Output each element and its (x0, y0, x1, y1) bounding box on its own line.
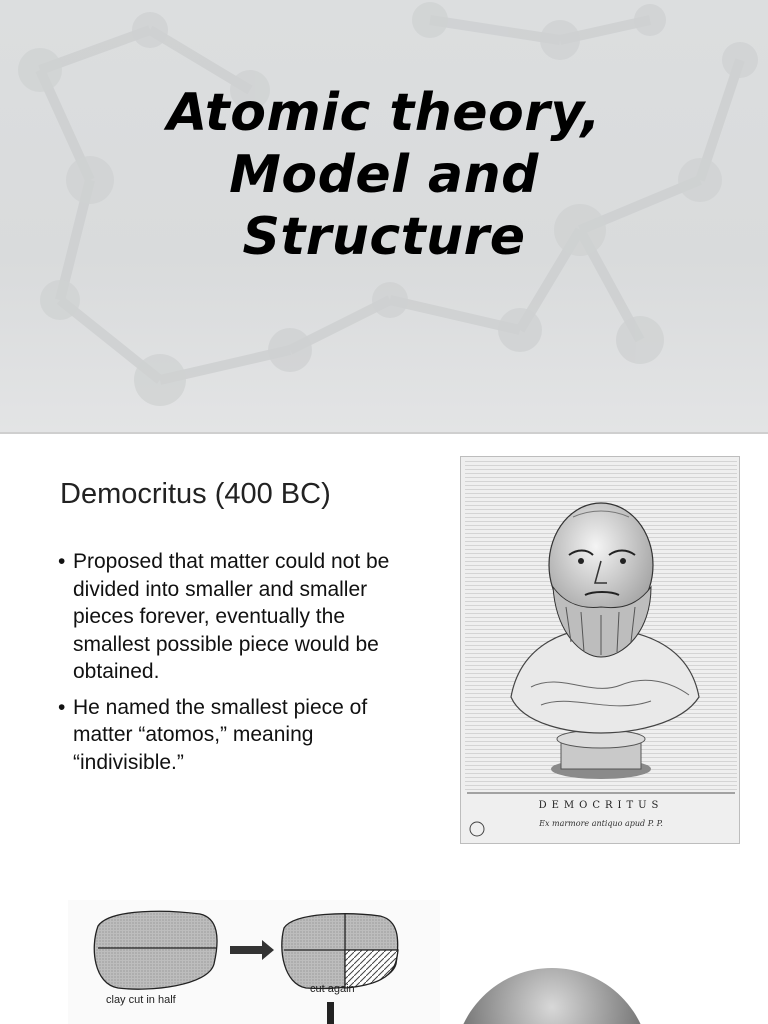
clay-cutting-slide (0, 868, 768, 1024)
slide-title (0, 82, 768, 268)
bullet-symbol: • (58, 550, 66, 573)
clay-lump-whole (94, 911, 217, 989)
atom-sphere (454, 968, 650, 1024)
title-slide (0, 0, 768, 432)
title-line-2: Model and (229, 145, 539, 205)
bullet-item (58, 548, 418, 686)
democritus-heading: Democritus (400 BC) (60, 478, 331, 510)
clay-label-first-cut: clay cut in half (106, 994, 176, 1006)
portrait-caption: DEMOCRITUS (538, 800, 664, 811)
title-line-1: Atomic theory, (166, 83, 602, 143)
bullet-symbol: • (58, 695, 66, 719)
bust-engraving-image (461, 457, 740, 844)
bullet-item (58, 694, 418, 777)
portrait-subcaption: Ex marmore antiquo apud P. P. (539, 819, 663, 828)
democritus-portrait (460, 456, 740, 844)
title-line-3: Structure (242, 207, 526, 267)
arrow-down-stem (327, 1002, 334, 1024)
bullet-list (58, 548, 418, 784)
bullet-text: He named the smallest piece of matter “atomos,” meaning “indivisible.” (73, 695, 368, 774)
bullet-text: Proposed that matter could not be divided into smaller and smaller pieces forever, eventually the smallest possible piece would be obtained. (73, 550, 390, 683)
clay-label-second-cut: cut again (310, 983, 355, 995)
democritus-slide (0, 434, 768, 868)
